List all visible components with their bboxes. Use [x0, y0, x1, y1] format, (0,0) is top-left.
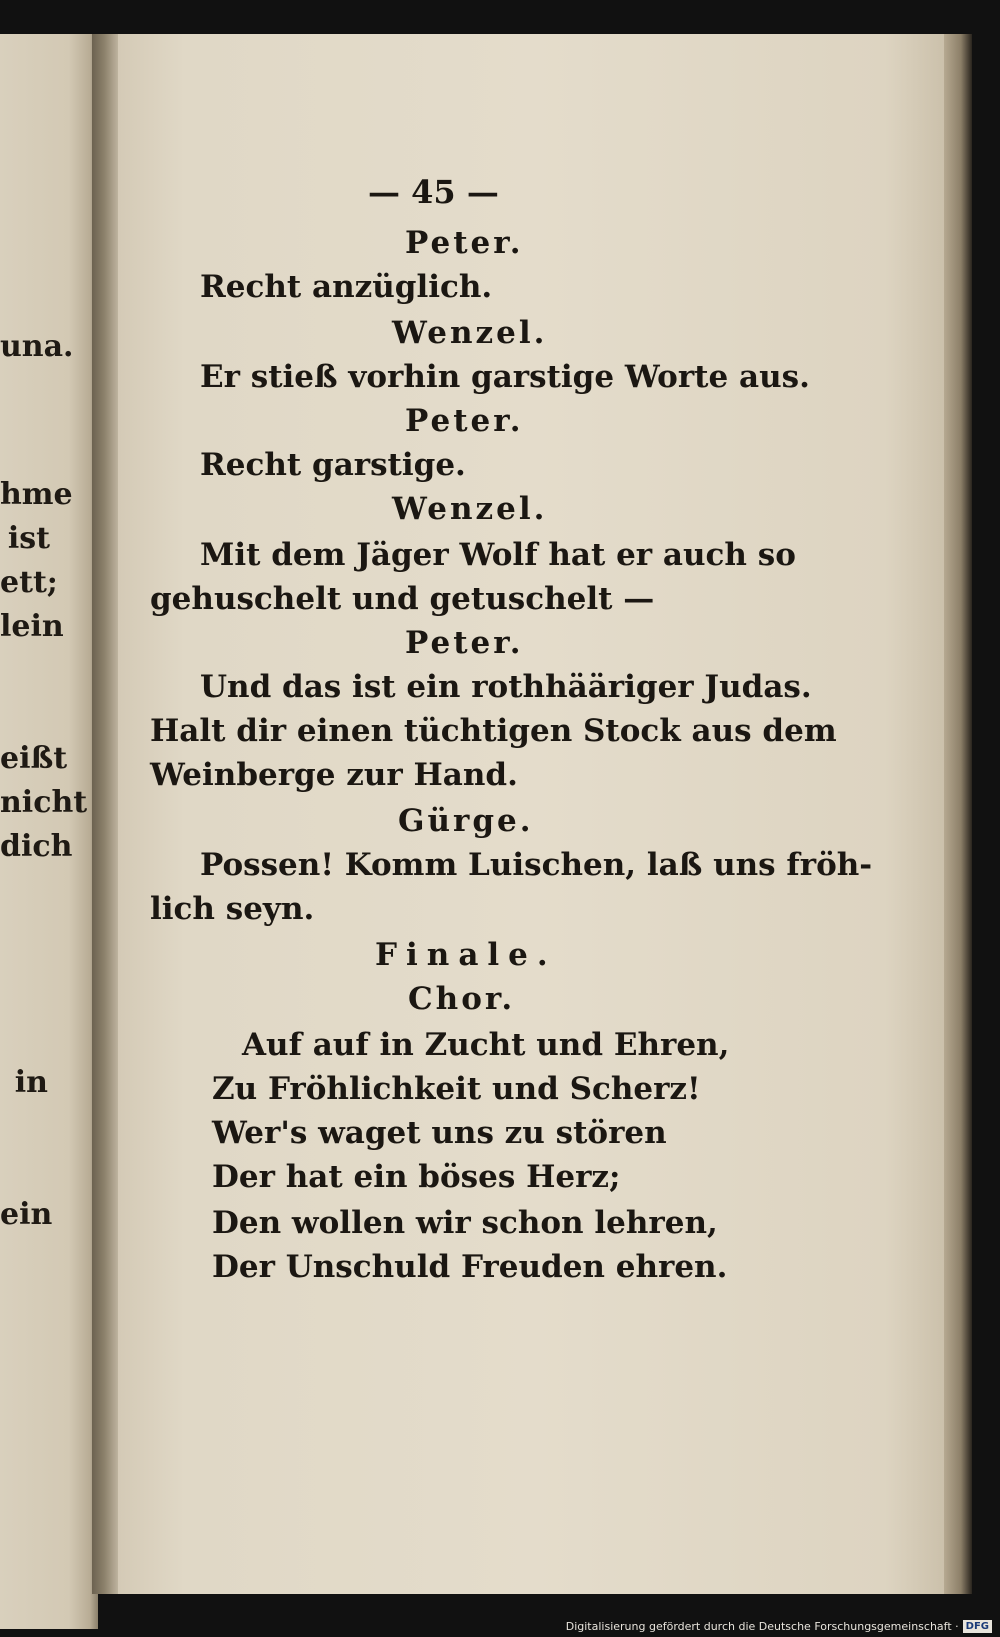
speaker-label: Peter.	[405, 625, 524, 661]
left-page-fragment: ein	[0, 1197, 53, 1232]
text-line: Weinberge zur Hand.	[150, 757, 518, 793]
speaker-label: Wenzel.	[392, 491, 548, 527]
text-line: Halt dir einen tüchtigen Stock aus dem	[150, 713, 837, 749]
left-page-fragment: ett;	[0, 565, 58, 600]
text-line: gehuschelt und getuschelt —	[150, 581, 655, 617]
text-line: Recht garstige.	[200, 447, 466, 483]
left-page-fragment: lein	[0, 609, 64, 644]
text-line: lich seyn.	[150, 891, 315, 927]
digitization-credit	[566, 1620, 992, 1633]
verse-line: Der hat ein böses Herz;	[212, 1159, 621, 1195]
speaker-label: Chor.	[408, 981, 516, 1017]
verse-line: Wer's waget uns zu stören	[212, 1115, 667, 1151]
verse-line: Den wollen wir schon lehren,	[212, 1205, 718, 1241]
left-page-fragment: nicht	[0, 785, 88, 820]
credit-text: Digitalisierung gefördert durch die Deutsche Forschungsgemeinschaft ·	[565, 1620, 959, 1633]
speaker-label: Gürge.	[398, 803, 534, 839]
text-line: Und das ist ein rothhääriger Judas.	[200, 669, 812, 705]
left-page-fragment: una.	[0, 329, 74, 364]
left-page-fragment: hme	[0, 477, 73, 512]
section-heading: Finale.	[375, 937, 557, 973]
text-line: Possen! Komm Luischen, laß uns fröh-	[200, 847, 873, 883]
verse-line: Der Unschuld Freuden ehren.	[212, 1249, 728, 1285]
speaker-label: Wenzel.	[392, 315, 548, 351]
left-page-fragment: dich	[0, 829, 73, 864]
verse-line: Auf auf in Zucht und Ehren,	[242, 1027, 730, 1063]
text-line: Mit dem Jäger Wolf hat er auch so	[200, 537, 796, 573]
speaker-label: Peter.	[405, 225, 524, 261]
verse-line: Zu Fröhlichkeit und Scherz!	[212, 1071, 701, 1107]
dfg-logo: DFG	[963, 1620, 992, 1633]
left-page-fragment: eißt	[0, 741, 68, 776]
page-edge-shadow	[944, 34, 972, 1594]
book-gutter	[92, 34, 120, 1594]
page-number: — 45 —	[368, 173, 499, 211]
text-line: Er stieß vorhin garstige Worte aus.	[200, 359, 810, 395]
left-page-fragment: in	[14, 1065, 48, 1100]
left-page-fragment: ist	[7, 521, 50, 556]
text-line: Recht anzüglich.	[200, 269, 493, 305]
speaker-label: Peter.	[405, 403, 524, 439]
